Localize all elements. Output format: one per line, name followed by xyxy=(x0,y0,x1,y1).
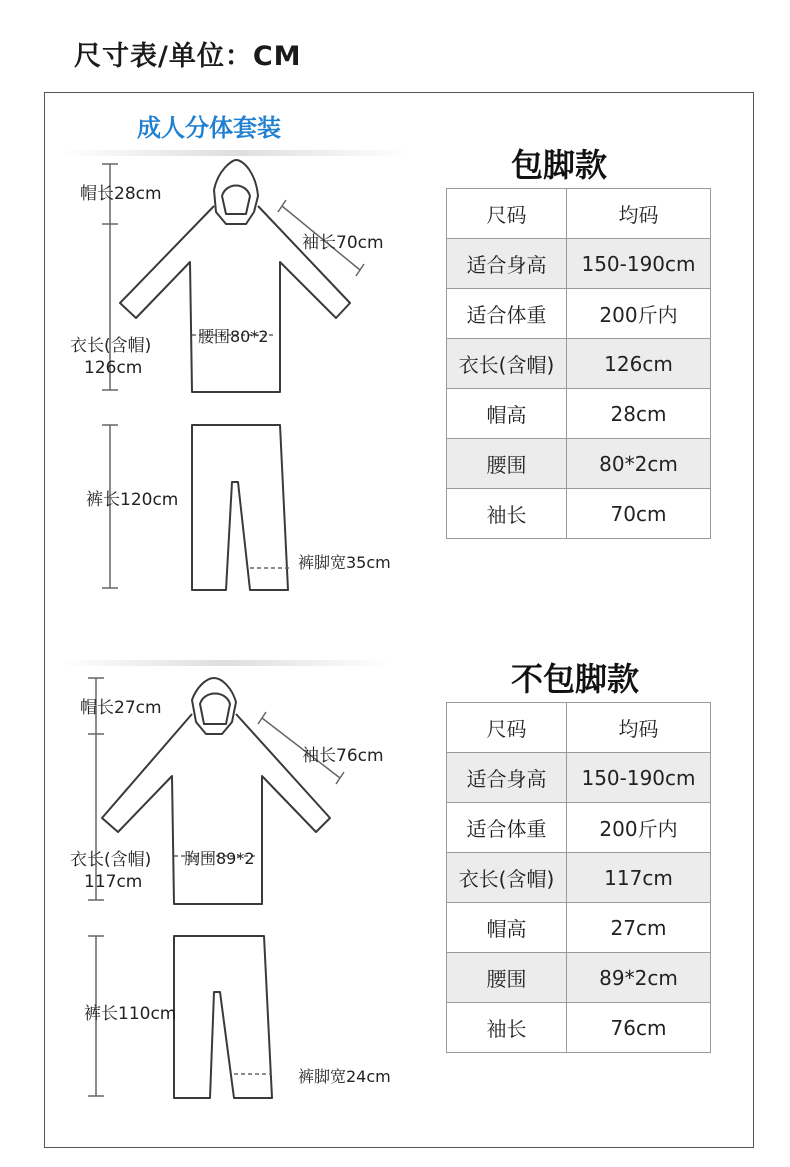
table-cell: 117cm xyxy=(567,853,711,903)
table-cell: 衣长(含帽) xyxy=(447,853,567,903)
table-cell: 适合身高 xyxy=(447,239,567,289)
table-cell: 适合体重 xyxy=(447,803,567,853)
waist-label: 腰围80*2 xyxy=(198,327,269,346)
hood-opening xyxy=(200,694,230,725)
table-cell: 帽高 xyxy=(447,903,567,953)
table-cell: 衣长(含帽) xyxy=(447,339,567,389)
table-cell: 帽高 xyxy=(447,389,567,439)
table-cell: 80*2cm xyxy=(567,439,711,489)
table-cell: 70cm xyxy=(567,489,711,539)
hood-length-label: 帽长28cm xyxy=(80,184,162,204)
pants-length-label: 裤长120cm xyxy=(86,490,179,510)
table-cell: 适合体重 xyxy=(447,289,567,339)
coat-length-value: 126cm xyxy=(84,358,143,378)
table-cell: 150-190cm xyxy=(567,753,711,803)
table-cell: 76cm xyxy=(567,1003,711,1053)
table-cell: 腰围 xyxy=(447,439,567,489)
table-cell: 尺码 xyxy=(447,703,567,753)
table-cell: 尺码 xyxy=(447,189,567,239)
section-title-2: 不包脚款 xyxy=(511,660,640,698)
table-cell: 126cm xyxy=(567,339,711,389)
coat-length-label: 衣长(含帽) xyxy=(70,336,152,356)
pants-length-label: 裤长110cm xyxy=(84,1004,177,1024)
table-cell: 袖长 xyxy=(447,489,567,539)
section-subtitle: 成人分体套装 xyxy=(137,114,281,142)
section-title-1: 包脚款 xyxy=(511,146,608,184)
table-cell: 均码 xyxy=(567,189,711,239)
cuff-width-label: 裤脚宽24cm xyxy=(298,1067,391,1086)
coat-length-value: 117cm xyxy=(84,872,143,892)
table-cell: 200斤内 xyxy=(567,803,711,853)
table-cell: 适合身高 xyxy=(447,753,567,803)
sleeve-length-label: 袖长76cm xyxy=(302,746,384,766)
table-cell: 袖长 xyxy=(447,1003,567,1053)
table-cell: 28cm xyxy=(567,389,711,439)
table-cell: 腰围 xyxy=(447,953,567,1003)
table-cell: 均码 xyxy=(567,703,711,753)
table-cell: 200斤内 xyxy=(567,289,711,339)
table-cell: 150-190cm xyxy=(567,239,711,289)
table-cell: 89*2cm xyxy=(567,953,711,1003)
page-title: 尺寸表/单位：CM xyxy=(74,41,302,72)
cuff-width-label: 裤脚宽35cm xyxy=(298,553,391,572)
coat-length-label: 衣长(含帽) xyxy=(70,850,152,870)
sleeve-length-label: 袖长70cm xyxy=(302,233,384,253)
chest-label: 胸围89*2 xyxy=(184,849,255,868)
hood-length-label: 帽长27cm xyxy=(80,698,162,718)
table-cell: 27cm xyxy=(567,903,711,953)
